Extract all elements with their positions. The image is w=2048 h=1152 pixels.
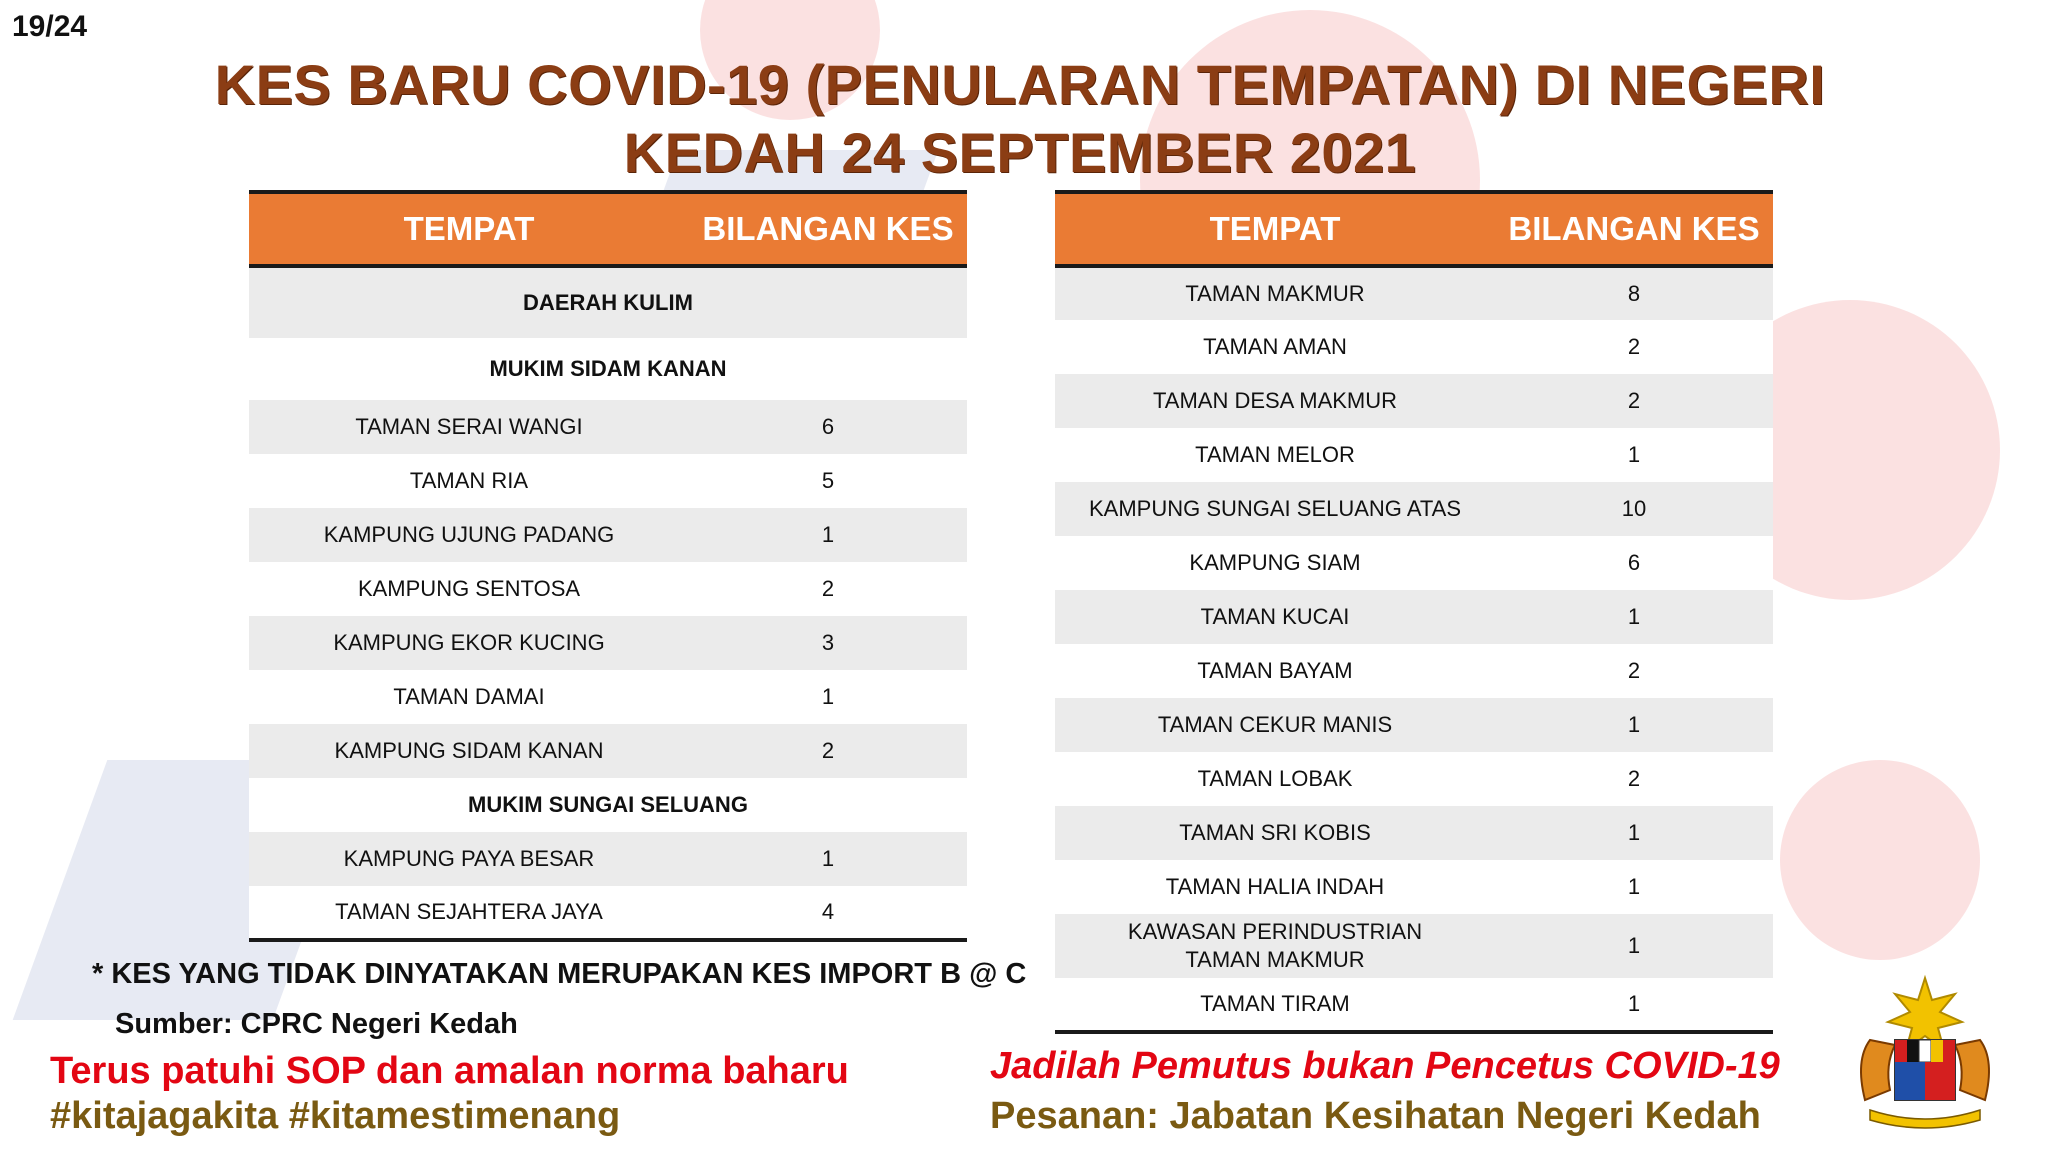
slogan: Jadilah Pemutus bukan Pencetus COVID-19 xyxy=(990,1045,1780,1087)
cases-cell: 2 xyxy=(1495,374,1773,428)
column-header-place: TEMPAT xyxy=(249,192,689,266)
cases-cell: 1 xyxy=(1495,428,1773,482)
district-name: DAERAH KULIM xyxy=(249,266,967,338)
cases-table-left xyxy=(249,190,967,942)
cases-cell: 1 xyxy=(1495,914,1773,978)
cases-cell: 1 xyxy=(1495,978,1773,1032)
place-cell: TAMAN HALIA INDAH xyxy=(1055,860,1495,914)
table-row xyxy=(1055,806,1773,860)
place-cell: KAMPUNG SIDAM KANAN xyxy=(249,724,689,778)
cases-cell: 8 xyxy=(1495,266,1773,320)
cases-cell: 2 xyxy=(689,724,967,778)
place-cell: KAMPUNG SUNGAI SELUANG ATAS xyxy=(1055,482,1495,536)
cases-cell: 1 xyxy=(689,508,967,562)
place-cell: TAMAN AMAN xyxy=(1055,320,1495,374)
table-row xyxy=(249,886,967,940)
table-row xyxy=(1055,914,1773,978)
table-row xyxy=(1055,644,1773,698)
place-cell: TAMAN KUCAI xyxy=(1055,590,1495,644)
table-row xyxy=(249,832,967,886)
message-from-department: Pesanan: Jabatan Kesihatan Negeri Kedah xyxy=(990,1095,1761,1137)
cases-cell: 4 xyxy=(689,886,967,940)
place-cell: KAMPUNG SENTOSA xyxy=(249,562,689,616)
cases-cell: 2 xyxy=(689,562,967,616)
table-header-row xyxy=(249,192,967,266)
mukim-row xyxy=(249,338,967,400)
table-row xyxy=(1055,590,1773,644)
cases-cell: 2 xyxy=(1495,644,1773,698)
table-row xyxy=(1055,978,1773,1032)
cases-cell: 2 xyxy=(1495,320,1773,374)
cases-cell: 1 xyxy=(1495,590,1773,644)
jata-negara-crest-icon xyxy=(1830,970,2020,1135)
place-cell: TAMAN SERAI WANGI xyxy=(249,400,689,454)
place-cell: KAMPUNG PAYA BESAR xyxy=(249,832,689,886)
place-cell: TAMAN BAYAM xyxy=(1055,644,1495,698)
column-header-cases: BILANGAN KES xyxy=(689,192,967,266)
table-row xyxy=(249,400,967,454)
place-cell: TAMAN MAKMUR xyxy=(1055,266,1495,320)
place-cell: TAMAN DAMAI xyxy=(249,670,689,724)
cases-cell: 1 xyxy=(689,832,967,886)
table-row xyxy=(249,454,967,508)
mukim-name: MUKIM SIDAM KANAN xyxy=(249,338,967,400)
import-cases-note: * KES YANG TIDAK DINYATAKAN MERUPAKAN KES IMPORT B @ C xyxy=(92,958,1027,990)
mukim-name: MUKIM SUNGAI SELUANG xyxy=(249,778,967,832)
column-header-place: TEMPAT xyxy=(1055,192,1495,266)
table-row xyxy=(1055,320,1773,374)
cases-cell: 5 xyxy=(689,454,967,508)
table-row xyxy=(1055,536,1773,590)
column-header-cases: BILANGAN KES xyxy=(1495,192,1773,266)
table-row xyxy=(1055,374,1773,428)
table-row xyxy=(1055,428,1773,482)
cases-cell: 1 xyxy=(1495,860,1773,914)
district-row xyxy=(249,266,967,338)
table-row xyxy=(249,670,967,724)
place-cell: KAMPUNG SIAM xyxy=(1055,536,1495,590)
table-row xyxy=(249,508,967,562)
table-header-row xyxy=(1055,192,1773,266)
table-row xyxy=(249,562,967,616)
place-cell: TAMAN SRI KOBIS xyxy=(1055,806,1495,860)
place-cell: TAMAN LOBAK xyxy=(1055,752,1495,806)
table-row xyxy=(1055,482,1773,536)
cases-cell: 1 xyxy=(689,670,967,724)
table-row xyxy=(1055,698,1773,752)
table-row xyxy=(1055,860,1773,914)
cases-cell: 1 xyxy=(1495,806,1773,860)
cases-cell: 6 xyxy=(689,400,967,454)
cases-table-right xyxy=(1055,190,1773,1034)
place-cell: TAMAN MELOR xyxy=(1055,428,1495,482)
place-cell: TAMAN RIA xyxy=(249,454,689,508)
place-cell: KAMPUNG EKOR KUCING xyxy=(249,616,689,670)
table-row xyxy=(249,616,967,670)
sop-message: Terus patuhi SOP dan amalan norma baharu xyxy=(50,1050,849,1092)
page-title-line-1: KES BARU COVID-19 (PENULARAN TEMPATAN) DI NEGERI xyxy=(214,53,1826,116)
mukim-row xyxy=(249,778,967,832)
place-cell: TAMAN TIRAM xyxy=(1055,978,1495,1032)
cases-cell: 3 xyxy=(689,616,967,670)
place-cell: TAMAN CEKUR MANIS xyxy=(1055,698,1495,752)
place-cell: KAWASAN PERINDUSTRIAN TAMAN MAKMUR xyxy=(1055,914,1495,978)
cases-cell: 2 xyxy=(1495,752,1773,806)
place-cell: TAMAN SEJAHTERA JAYA xyxy=(249,886,689,940)
cases-cell: 1 xyxy=(1495,698,1773,752)
cases-cell: 6 xyxy=(1495,536,1773,590)
table-row xyxy=(1055,752,1773,806)
table-row xyxy=(249,724,967,778)
table-row xyxy=(1055,266,1773,320)
place-cell: KAMPUNG UJUNG PADANG xyxy=(249,508,689,562)
place-cell: TAMAN DESA MAKMUR xyxy=(1055,374,1495,428)
cases-cell: 10 xyxy=(1495,482,1773,536)
page-number: 19/24 xyxy=(12,10,88,43)
hashtags: #kitajagakita #kitamestimenang xyxy=(50,1095,621,1137)
page-title-line-2: KEDAH 24 SEPTEMBER 2021 xyxy=(623,121,1417,184)
source-text: Sumber: CPRC Negeri Kedah xyxy=(115,1008,518,1040)
